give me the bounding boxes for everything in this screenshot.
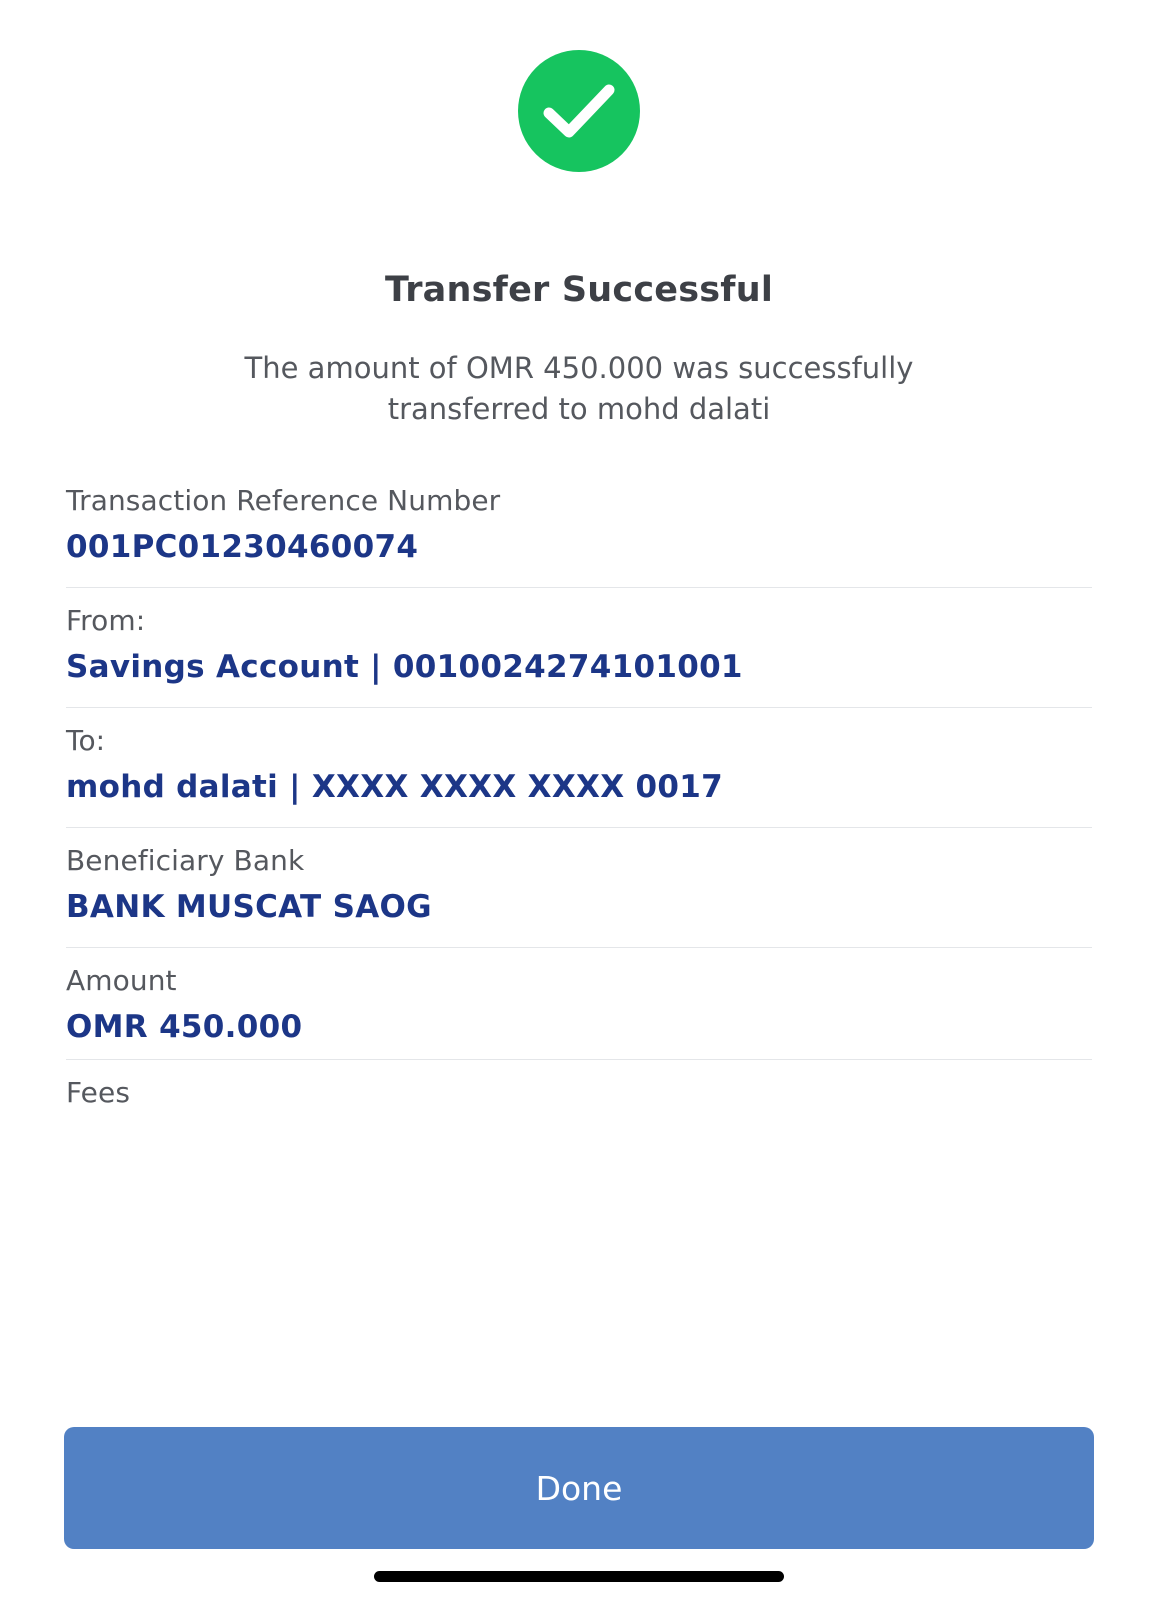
detail-row-from [66,588,1092,708]
detail-row-amount [66,948,1092,1060]
home-indicator [374,1571,784,1582]
detail-value: mohd dalati | XXXX XXXX XXXX 0017 [66,769,724,806]
detail-label: Fees [66,1076,131,1110]
done-button[interactable]: Done [64,1427,1094,1549]
detail-value: Savings Account | 0010024274101001 [66,649,743,686]
success-icon-container [0,0,1158,172]
page-title: Transfer Successful [384,270,774,310]
detail-row-fees [66,1060,1092,1131]
detail-row-reference [66,468,1092,588]
detail-row-beneficiary-bank [66,828,1092,948]
detail-label: Amount [66,964,177,998]
detail-label: To: [66,724,106,758]
check-circle-icon [518,50,640,172]
detail-label: Beneficiary Bank [66,844,305,878]
detail-label: From: [66,604,146,638]
detail-label: Transaction Reference Number [66,484,501,518]
footer-bar [0,1427,1158,1600]
detail-value: BANK MUSCAT SAOG [66,889,432,926]
detail-row-to [66,708,1092,828]
status-message: The amount of OMR 450.000 was successfully transferred to mohd dalati [244,351,914,427]
detail-value: OMR 450.000 [66,1009,303,1046]
detail-value: 001PC01230460074 [66,529,419,566]
